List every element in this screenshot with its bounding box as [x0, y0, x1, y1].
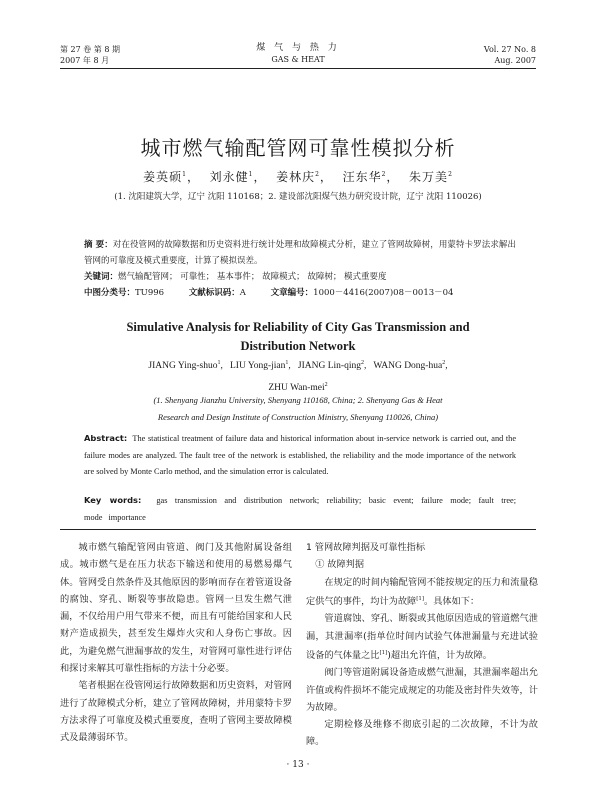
author-name: 汪东华	[342, 170, 382, 184]
author-affiliation-mark: 2	[442, 360, 446, 366]
body-paragraph: 在规定的时间内输配管网不能按规定的压力和流量稳定供气的事件，均计为故障[1]。具体如下：	[306, 576, 538, 607]
keywords-cn	[84, 269, 516, 285]
keywords-text-en: gas transmission and distribution network; reliability; basic event; failure mode; fault tree; mode importance	[84, 496, 516, 522]
clc-value: TU996	[135, 288, 165, 298]
citation-ref: [1]	[416, 595, 425, 602]
journal-volume-info-en	[484, 44, 536, 66]
article-number-label: 文章编号：	[270, 288, 314, 298]
author-affiliation-mark: 2	[315, 171, 320, 178]
doc-code-label: 文献标识码：	[188, 288, 240, 298]
body-paragraph: 笔者根据在役管网运行故障数据和历史资料，对管网进行了故障模式分析，建立了管网故障树，并用蒙特卡罗方法求得了可靠度及模式重要度，查明了管网主要故障模式及最薄弱环节。	[60, 680, 292, 744]
author-name-en: JIANG Lin-qing	[297, 361, 361, 372]
issue-date: 2007 年 8 月	[60, 56, 110, 65]
author-affiliation-mark: 2	[448, 171, 453, 178]
journal-name-en: GAS & HEAT	[271, 55, 325, 64]
volume-issue: 第 27 卷 第 8 期	[60, 45, 120, 54]
citation-ref: [1]	[379, 649, 388, 656]
author-name: 刘永健	[209, 170, 249, 184]
issue-date-en: Aug. 2007	[494, 56, 536, 65]
abstract-text-cn: 对在役管网的故障数据和历史资料进行统计处理和故障模式分析，建立了管网故障树，用蒙特卡罗法求解出管网的可靠度及模式重要度，计算了模拟误差。	[84, 240, 516, 266]
classification-line	[84, 285, 516, 301]
affiliation-en-line: Research and Design Institute of Construction Ministry, Shenyang 110026, China)	[157, 412, 439, 422]
author-name: 姜林庆	[276, 170, 316, 184]
body-paragraph: 阀门等管道附属设备造成燃气泄漏，其泄漏率超出允许值或构件损坏不能完成规定的功能及密封件失效等，计为故障。	[306, 667, 538, 713]
author-name-en: JIANG Ying-shuo	[148, 361, 218, 372]
paper-title-en: Simulative Analysis for Reliability of City Gas Transmission and Distribution Network	[126, 320, 470, 353]
volume-issue-en: Vol. 27 No. 8	[483, 45, 536, 54]
affiliation-en	[0, 392, 596, 426]
clc-label: 中图分类号：	[84, 288, 136, 298]
abstract-label-en: Abstract:	[84, 433, 128, 443]
author-affiliation-mark: 1	[285, 360, 289, 366]
body-column-left	[60, 539, 292, 747]
keywords-en	[84, 492, 516, 526]
keywords-label-en: Key words:	[84, 495, 142, 505]
body-column-right	[306, 539, 538, 751]
author-affiliation-mark: 1	[182, 171, 187, 178]
abstract-en	[84, 430, 516, 481]
abstract-rule	[60, 529, 536, 530]
doc-code-value: A	[239, 288, 246, 298]
body-paragraph: 定期检修及维修不彻底引起的二次故障，不计为故障。	[306, 719, 538, 748]
author-name-en: WANG Dong-hua	[373, 361, 443, 372]
body-paragraph: 城市燃气输配管网由管道、阀门及其他附属设备组成。城市燃气是在压力状态下输送和使用的易燃易爆气体。管网受自然条件及其他原因的影响而存在着管道设备的腐蚀、穿孔、断裂等事故隐患。管网一旦发生燃气泄漏，不仅给用户用气带来不便，而且有可能给国家和人民财产造成损失，甚至发生爆炸火灾和人身伤亡事故。因此，为避免燃气泄漏事故的发生，对管网可靠性进行评估和探讨来解其可靠性指标的方法十分必要。	[60, 542, 292, 675]
header-rule	[60, 68, 536, 69]
authors-en: JIANG Ying-shuo$^1$, LIU Yong-jian$^1$, JIANG Lin-qing$^2$, WANG Dong-hua$^2$, ZHU Wan-mei$^2$	[148, 360, 448, 394]
article-number-value: 1000－4416(2007)08－0013－04	[313, 288, 454, 298]
section-heading: 1 管网故障判据及可靠性指标	[306, 542, 426, 553]
affiliation-cn: (1. 沈阳建筑大学，辽宁 沈阳 110168；2. 建设部沈阳煤气热力研究设计院，辽宁 沈阳 110026)	[114, 192, 482, 202]
subsection-heading: ① 故障判据	[315, 559, 365, 571]
author-name: 姜英硕	[143, 170, 183, 184]
author-affiliation-mark: 1	[248, 171, 254, 178]
author-name-en: LIU Yong-jian	[229, 361, 286, 372]
keywords-text-cn: 燃气输配管网； 可靠性； 基本事件； 故障模式； 故障树； 模式重要度	[118, 272, 387, 282]
page-number: · 13 ·	[286, 760, 310, 770]
abstract-cn	[84, 237, 516, 269]
keywords-label-cn: 关键词：	[84, 272, 119, 282]
abstract-label-cn: 摘 要：	[84, 240, 113, 250]
author-affiliation-mark: 1	[217, 360, 221, 366]
abstract-text-en: The statistical treatment of failure data and historical information about in-service network is carried out, and the failure modes are analyzed. The fault tree of the network is established, the reliability and the mode importance of the network are solved by Monte Carlo method, and the simulation error is calculated.	[84, 434, 516, 476]
author-name-en: ZHU Wan-mei	[268, 383, 325, 394]
author-name: 朱万美	[409, 170, 449, 184]
body-paragraph: 管道腐蚀、穿孔、断裂或其他原因造成的管道燃气泄漏，其泄漏率(指单位时间内试验气体泄漏量与充进试验设备的气体量之比[1])超出允许值，计为故障。	[306, 613, 538, 661]
author-affiliation-mark: 2	[324, 382, 328, 389]
author-affiliation-mark: 2	[381, 171, 387, 178]
affiliation-en-line: (1. Shenyang Jianzhu University, Shenyang 110168, China; 2. Shenyang Gas & Heat	[153, 395, 443, 405]
paper-title-cn: 城市燃气输配管网可靠性模拟分析	[140, 136, 456, 160]
author-affiliation-mark: 2	[360, 360, 364, 366]
authors-cn: 姜英硕$^1$， 刘永健$^1$， 姜林庆$^2$， 汪东华$^2$， 朱万美$^2$	[143, 170, 453, 184]
journal-name-cn: 煤 气 与 热 力	[256, 43, 340, 53]
